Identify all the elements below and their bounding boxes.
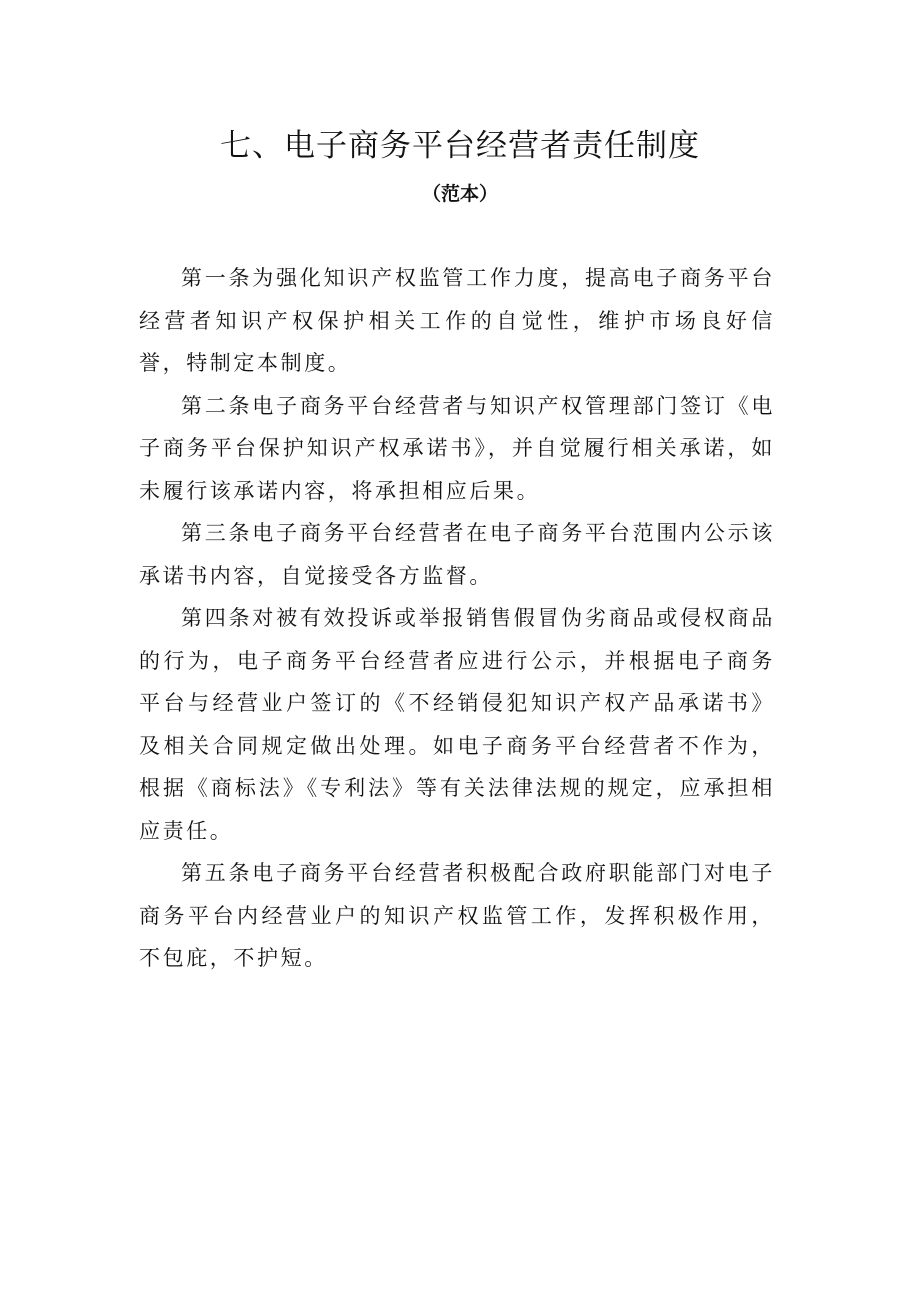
document-title: 七、电子商务平台经营者责任制度 — [220, 128, 700, 164]
article-1: 第一条为强化知识产权监管工作力度，提高电子商务平台经营者知识产权保护相关工作的自觉性，维护市场良好信誉，特制定本制度。 — [139, 266, 775, 375]
article-2: 第二条电子商务平台经营者与知识产权管理部门签订《电子商务平台保护知识产权承诺书》，并自觉履行相关承诺，如未履行该承诺内容，将承担相应后果。 — [139, 393, 775, 503]
document-body — [139, 257, 775, 980]
document-subtitle: （范本） — [421, 183, 498, 205]
article-3: 第三条电子商务平台经营者在电子商务平台范围内公示该承诺书内容，自觉接受各方监督。 — [139, 521, 775, 588]
article-4: 第四条对被有效投诉或举报销售假冒伪劣商品或侵权商品的行为，电子商务平台经营者应进行公示，并根据电子商务平台与经营业户签订的《不经销侵犯知识产权产品承诺书》及相关合同规定做出处理。如电子商务平台经营者不作为，根据《商标法》《专利法》等有关法律法规的规定，应承担相应责任。 — [139, 606, 775, 843]
article-5: 第五条电子商务平台经营者积极配合政府职能部门对电子商务平台内经营业户的知识产权监管工作，发挥积极作用，不包庇，不护短。 — [139, 861, 775, 970]
